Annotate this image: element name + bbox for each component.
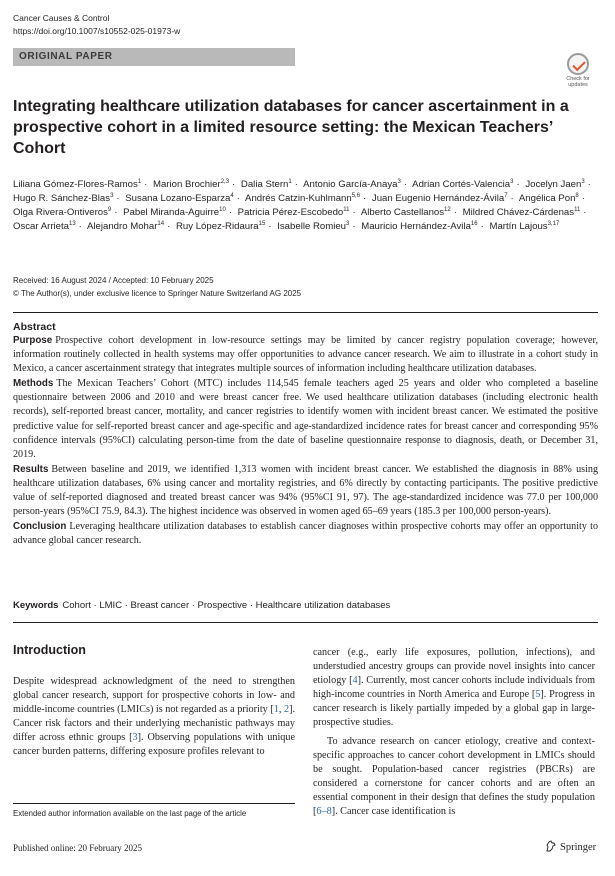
author-affiliation: 3 bbox=[581, 179, 585, 185]
abstract-conclusion-label: Conclusion bbox=[13, 521, 67, 533]
citation-link[interactable]: 4 bbox=[352, 675, 358, 687]
author-name[interactable]: Patricia Pérez-Escobedo$^{11}$ bbox=[237, 207, 350, 219]
author-name[interactable]: Susana Lozano-Esparza$^4$ bbox=[125, 193, 234, 205]
article-title: Integrating healthcare utilization databases for cancer ascertainment in a prospective cohort in a limited resource setting: the Mexican Teachers’ Cohort bbox=[13, 98, 569, 157]
author-separator: · bbox=[583, 207, 587, 219]
intro-paragraph-1-cont: cancer (e.g., early life exposures, pollution, infections), and understudied ancestry groups can provide novel insights into cancer etiology [4]. Currently, most cancer cohorts include individuals from high-income countries in North America and Europe [5]. Progress in cancer research is likely partially impeded by a global gap in large-prospective studies. bbox=[313, 647, 596, 729]
author-affiliation: 11 bbox=[574, 207, 581, 214]
author-name[interactable]: Andrés Catzin-Kuhlmann$^{5,6}$ bbox=[245, 193, 361, 205]
author-separator: · bbox=[78, 221, 82, 233]
author-list bbox=[13, 178, 598, 234]
author-separator: · bbox=[403, 179, 408, 190]
right-column bbox=[313, 646, 595, 819]
keywords bbox=[13, 600, 390, 611]
abstract-purpose bbox=[13, 334, 598, 376]
abstract-conclusion-text: Leveraging healthcare utilization databases to establish cancer diagnoses within prospective cohorts may offer an opportunity to advance global cancer research. bbox=[13, 521, 598, 547]
keywords-bottom-rule bbox=[13, 622, 598, 623]
abstract-results-text: Between baseline and 2019, we identified 1,313 women with incident breast cancer. We established the diagnosis in 88% using healthcare utilization databases, 6% using cancer and mortality registries, and 6% directly by contacting participants. The positive predictive value of self-reported diagnosed and treated breast cancer was 94% (95%CI 91, 97). The age-standardized incidence was 77.0 per 100,000 person-years (95%CI 75.9, 84.3). The highest incidence was observed in women aged 65–69 years (185.3 per 100,000 person-years). bbox=[13, 463, 598, 518]
author-separator: · bbox=[114, 207, 118, 219]
abstract-heading: Abstract bbox=[13, 321, 56, 333]
author-separator: · bbox=[144, 179, 148, 190]
author-affiliation: 9 bbox=[107, 207, 112, 214]
abstract-methods-label: Methods bbox=[13, 378, 54, 390]
author-separator: · bbox=[294, 179, 298, 190]
author-name[interactable]: Mauricio Hernández-Avila$^{16}$ bbox=[361, 221, 478, 233]
author-separator: · bbox=[116, 193, 120, 205]
received-accepted-dates: Received: 16 August 2024 / Accepted: 10 February 2025 bbox=[13, 276, 214, 285]
author-affiliation: 14 bbox=[157, 221, 165, 228]
author-affiliation: 3 bbox=[110, 193, 114, 200]
author-affiliation: 2,3 bbox=[220, 179, 230, 185]
author-separator: · bbox=[352, 207, 356, 219]
author-affiliation: 10 bbox=[219, 207, 226, 214]
left-column bbox=[13, 675, 295, 760]
citation-link[interactable]: 1 bbox=[273, 704, 279, 716]
author-name[interactable]: Alejandro Mohar$^{14}$ bbox=[87, 221, 165, 233]
journal-name: Cancer Causes & Control bbox=[13, 13, 110, 23]
abstract-methods-text: The Mexican Teachers’ Cohort (MTC) includes 114,545 female teachers aged 25 years and older who completed a baseline questionnaire between 2006 and 2010 and were breast cancer free. We used healthcare utilization databases (including electronic health records), self-reported breast cancer, mortality, and cancer registries to identify women with incident breast cancer. We estimated the positive predictive value for self-reported breast cancer and age-specific and age-standardized incidence rates for breast cancer and corresponding 95% confidence intervals (95%CI) calculating person-time from the date of baseline questionnaire response to diagnosis, death, or December 31, 2019. bbox=[13, 378, 598, 460]
author-affiliation: 12 bbox=[444, 207, 451, 214]
check-updates-line2: updates bbox=[568, 82, 588, 88]
author-separator: · bbox=[587, 179, 591, 190]
author-separator: · bbox=[453, 207, 457, 219]
article-type-label: ORIGINAL PAPER bbox=[19, 51, 113, 62]
abstract-conclusion bbox=[13, 520, 598, 548]
author-affiliation: 5,6 bbox=[351, 193, 361, 200]
author-name[interactable]: Isabelle Romieu$^3$ bbox=[277, 221, 350, 233]
author-separator: · bbox=[167, 221, 171, 233]
author-affiliation: 3 bbox=[510, 179, 514, 185]
citation-link[interactable]: 2 bbox=[283, 704, 290, 716]
abstract-purpose-text: Prospective cohort development in low-resource settings may be limited by cancer registry population coverage; however, information routinely collected in health systems may offer opportunities to advance cancer research. We aim to illustrate in a cohort study in Mexico, a cancer ascertainment strategy that integrates multiple sources of information including healthcare utilization databases. bbox=[13, 335, 598, 375]
abstract-results-label: Results bbox=[13, 463, 49, 475]
citation-link[interactable]: 5 bbox=[535, 689, 541, 701]
introduction-heading: Introduction bbox=[13, 643, 86, 657]
author-name[interactable]: Hugo R. Sánchez-Blas$^3$ bbox=[13, 193, 114, 205]
author-affiliation: 11 bbox=[343, 207, 350, 214]
author-affiliation: 4 bbox=[230, 193, 234, 200]
intro-paragraph-2: To advance research on cancer etiology, creative and context-specific approaches to cancer cohort development in LMICs should be sought. Population-based cancer registries (PBCRs) are considered a cornerstone for cancer cohorts and are often an essential component in their design that defines the study population [6–8]. Cancer case identification is bbox=[313, 735, 595, 818]
author-affiliation: 3 bbox=[346, 221, 350, 228]
author-name[interactable]: Ruy López-Ridaura$^{15}$ bbox=[175, 221, 266, 233]
article-dates bbox=[13, 275, 301, 300]
check-updates-line1: Check for bbox=[566, 76, 590, 82]
doi-link[interactable]: https://doi.org/10.1007/s10552-025-01973-w bbox=[13, 26, 181, 36]
check-for-updates-icon bbox=[567, 53, 589, 75]
author-affiliation: 1 bbox=[137, 179, 142, 185]
author-affiliation: 16 bbox=[470, 221, 478, 228]
citation-link[interactable]: 3 bbox=[132, 732, 138, 744]
publisher-logo bbox=[545, 840, 596, 853]
author-separator: · bbox=[480, 221, 484, 233]
author-affiliation: 7 bbox=[504, 193, 508, 200]
intro-paragraph-1: Despite widespread acknowledgment of the need to strengthen global cancer research, support for prospective cohorts in low- and middle-income countries (LMICs) is not regarded as a priority [1, 2]. Cancer risk factors and their underlying mechanistic pathways may differ across ethnic groups [3]. Observing populations with unique cancer burden patterns, differing exposure profiles relevant to bbox=[13, 676, 296, 758]
check-for-updates-button[interactable] bbox=[560, 53, 596, 89]
copyright-notice: © The Author(s), under exclusive licence to Springer Nature Switzerland AG 2025 bbox=[13, 288, 302, 298]
author-separator: · bbox=[516, 179, 520, 190]
author-name[interactable]: Jocelyn Jaen$^3$ bbox=[525, 179, 585, 190]
abstract-methods bbox=[13, 377, 598, 462]
author-separator: · bbox=[510, 193, 514, 205]
author-name[interactable]: Dalia Stern$^1$ bbox=[240, 179, 292, 190]
author-name[interactable]: Alberto Castellanos$^{12}$ bbox=[360, 207, 451, 219]
publisher-name: Springer bbox=[560, 842, 597, 853]
author-separator: · bbox=[352, 221, 356, 233]
author-name[interactable]: Juan Eugenio Hernández-Ávila$^7$ bbox=[371, 193, 508, 205]
author-affiliation: 15 bbox=[258, 221, 266, 228]
article-type-banner bbox=[13, 48, 295, 66]
author-separator: · bbox=[363, 193, 367, 205]
footnote-rule bbox=[13, 803, 295, 804]
author-affiliation: 8 bbox=[575, 193, 579, 200]
author-name[interactable]: Martín Lajous$^{3,17}$ bbox=[489, 221, 560, 233]
abstract-top-rule bbox=[13, 312, 598, 313]
author-name[interactable]: Pabel Miranda-Aguirre$^{10}$ bbox=[123, 207, 226, 219]
author-affiliation: 3 bbox=[397, 179, 401, 185]
author-affiliation: 3,17 bbox=[547, 221, 560, 228]
author-name[interactable]: Marion Brochier$^{2,3}$ bbox=[152, 179, 230, 190]
author-name[interactable]: Liliana Gómez-Flores-Ramos$^1$ bbox=[13, 179, 142, 190]
author-affiliation: 13 bbox=[68, 221, 76, 228]
abstract-body bbox=[13, 334, 598, 549]
citation-link[interactable]: 6–8 bbox=[316, 806, 332, 818]
author-name[interactable]: Olga Rivera-Ontiveros$^9$ bbox=[13, 207, 112, 219]
author-name[interactable]: Adrian Cortés-Valencia$^3$ bbox=[412, 179, 514, 190]
author-name[interactable]: Antonio García-Anaya$^3$ bbox=[303, 179, 401, 190]
author-affiliation: 1 bbox=[288, 179, 292, 185]
author-name[interactable]: Oscar Arrieta$^{13}$ bbox=[13, 221, 76, 233]
journal-header bbox=[13, 12, 180, 38]
author-name[interactable]: Angélica Pon$^8$ bbox=[518, 193, 579, 205]
author-separator: · bbox=[228, 207, 232, 219]
abstract-purpose-label: Purpose bbox=[13, 335, 53, 346]
author-separator: · bbox=[268, 221, 272, 233]
author-name[interactable]: Mildred Chávez-Cárdenas$^{11}$ bbox=[462, 207, 581, 219]
springer-horse-icon bbox=[545, 840, 557, 852]
published-date: Published online: 20 February 2025 bbox=[13, 843, 142, 853]
author-info-footnote: Extended author information available on the last page of the article bbox=[13, 809, 247, 818]
keywords-text: Cohort · LMIC · Breast cancer · Prospective · Healthcare utilization databases bbox=[62, 600, 391, 611]
author-separator: · bbox=[236, 193, 240, 205]
author-separator: · bbox=[232, 179, 236, 190]
author-separator: · bbox=[581, 193, 585, 205]
abstract-results bbox=[13, 463, 598, 519]
keywords-label: Keywords bbox=[13, 600, 59, 611]
